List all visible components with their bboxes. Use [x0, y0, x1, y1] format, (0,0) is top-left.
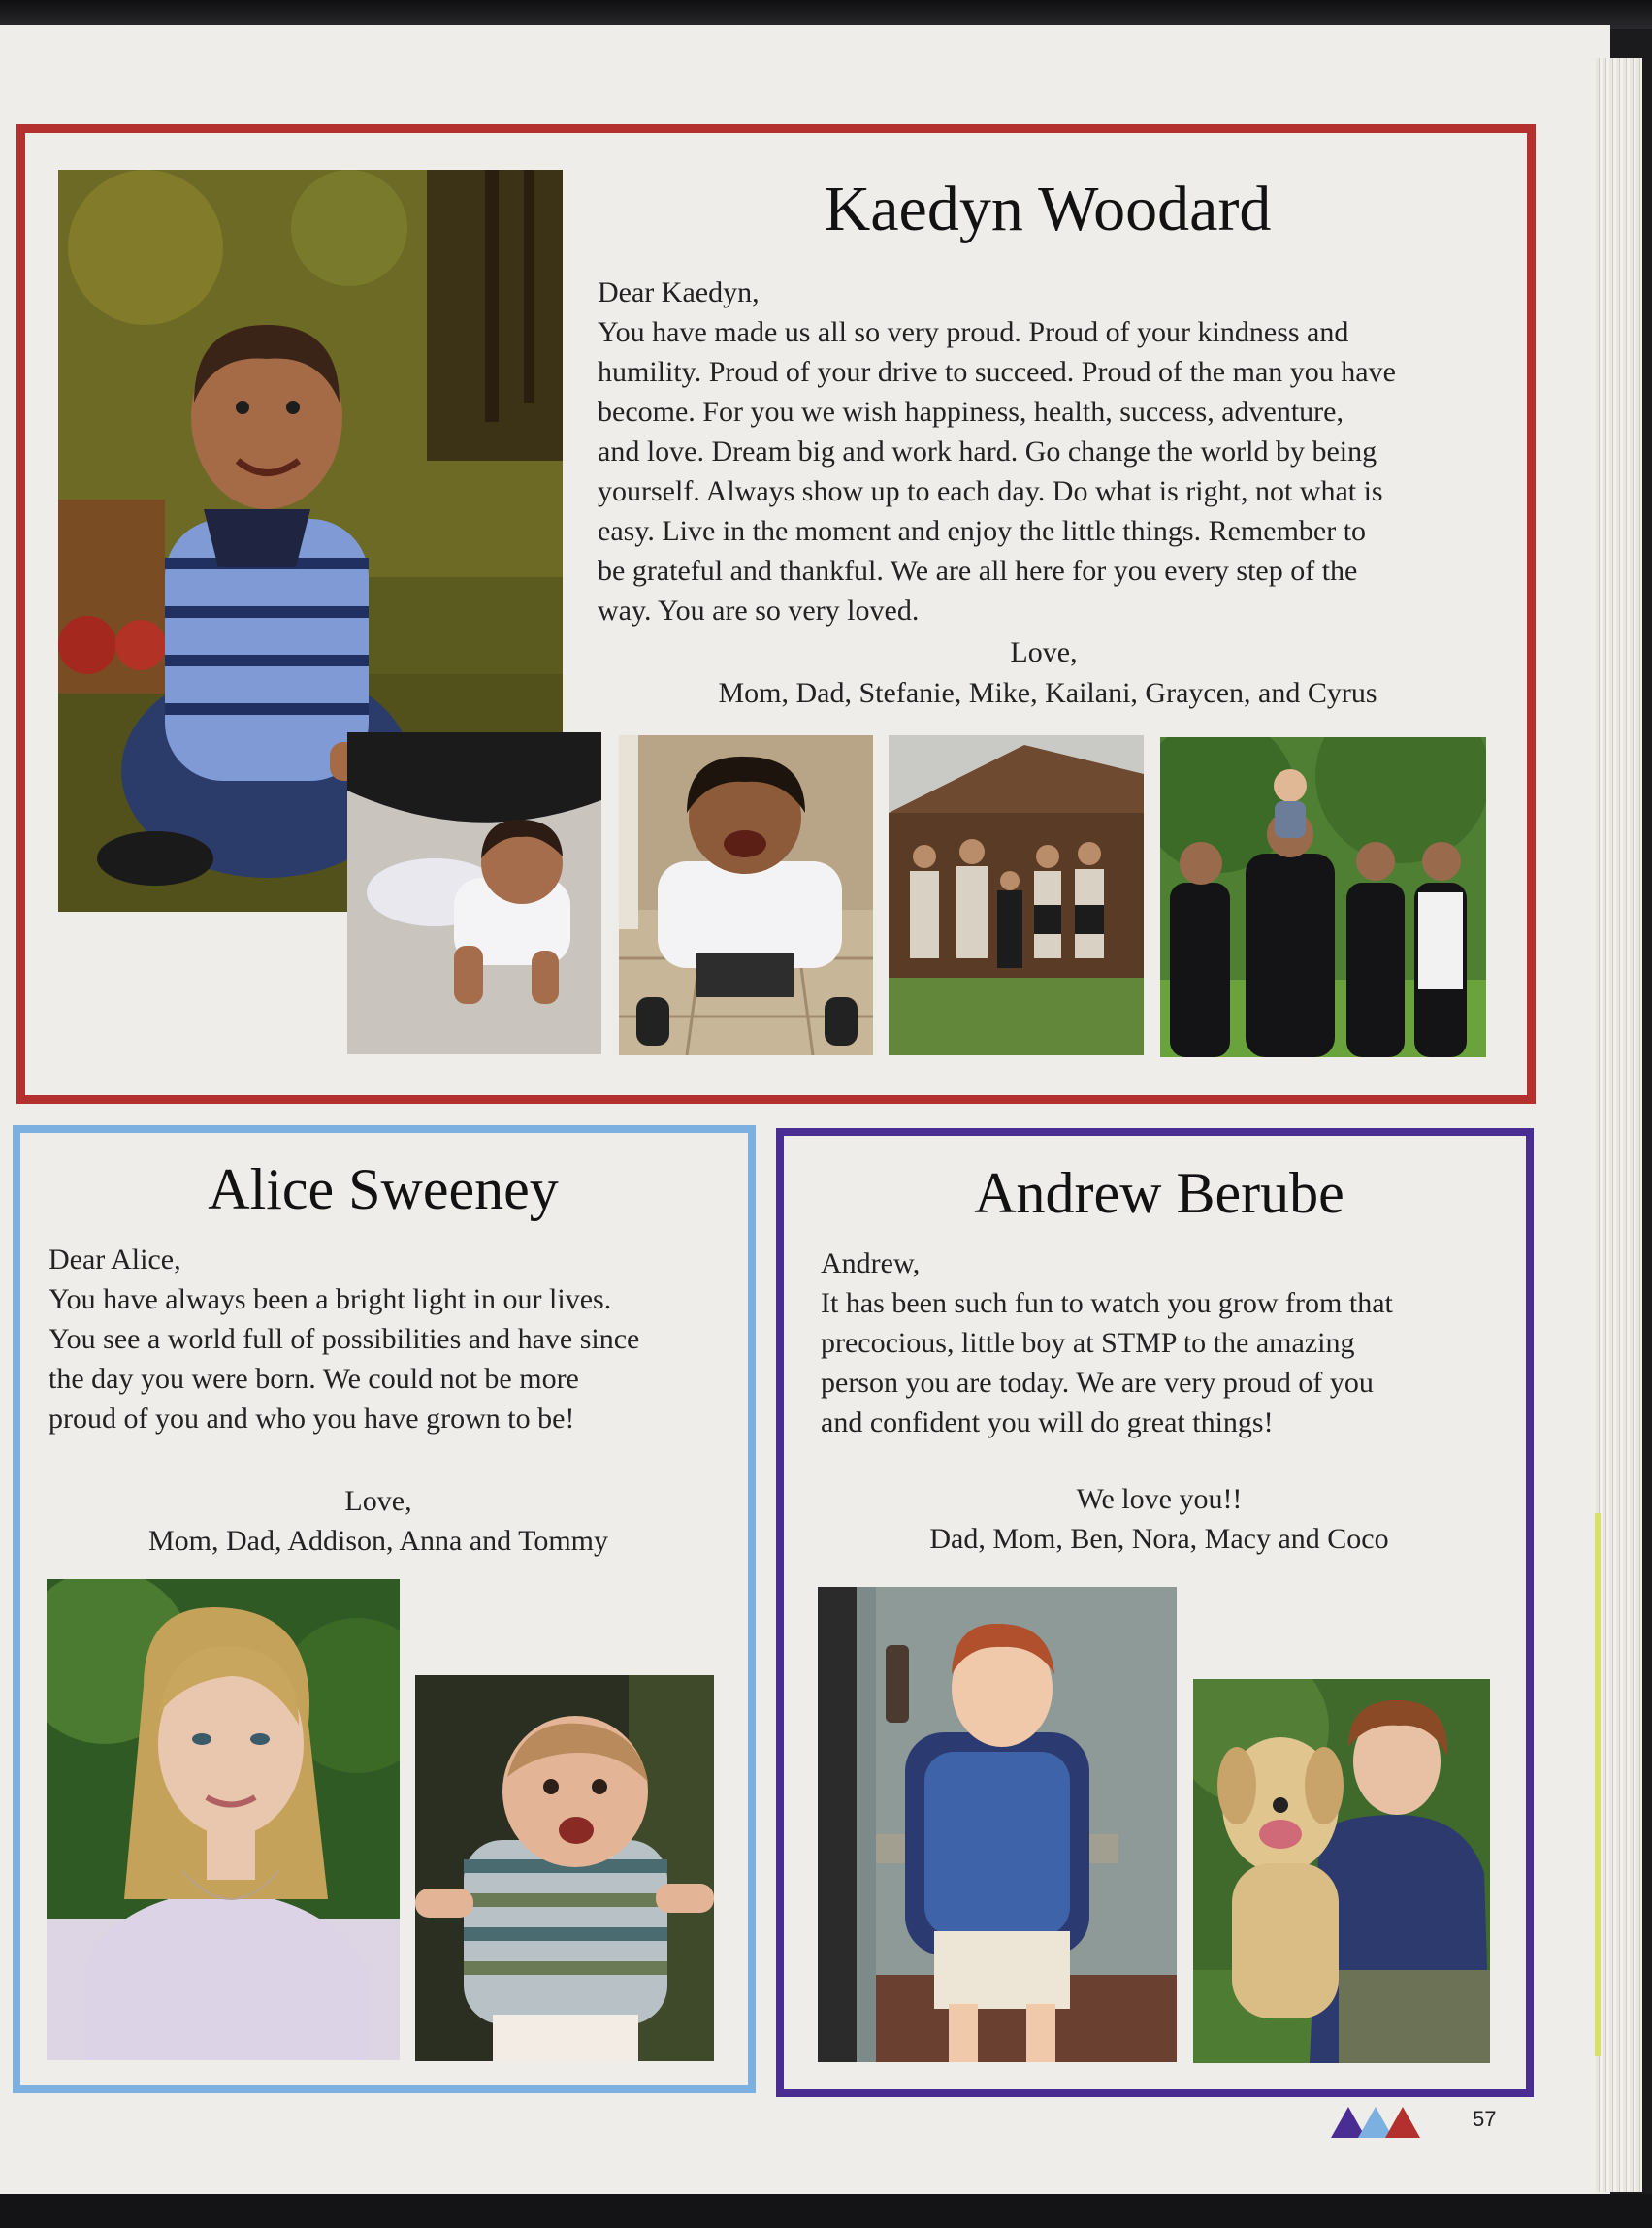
scan-border-bottom	[0, 2194, 1652, 2228]
andrew-signature: Dad, Mom, Ben, Nora, Macy and Coco	[929, 1523, 1389, 1555]
alice-name-heading: Alice Sweeney	[208, 1157, 559, 1221]
kaedyn-closing: Love,	[1010, 636, 1078, 668]
senior-with-dog-photo	[1193, 1679, 1490, 2063]
baby-photo	[415, 1675, 714, 2061]
letter-line: become. For you we wish happiness, health, success, adventure,	[598, 396, 1344, 428]
child-smiling-photo	[619, 735, 873, 1055]
alice-signature: Mom, Dad, Addison, Anna and Tommy	[147, 1525, 608, 1557]
letter-line: You have made us all so very proud. Proud of your kindness and	[598, 316, 1349, 348]
triangle-red-icon	[1385, 2107, 1420, 2138]
kaedyn-signature: Mom, Dad, Stefanie, Mike, Kailani, Graycen, and Cyrus	[718, 677, 1377, 709]
letter-line: You see a world full of possibilities and have since	[49, 1323, 640, 1355]
andrew-closing: We love you!!	[1076, 1483, 1243, 1515]
letter-line: yourself. Always show up to each day. Do what is right, not what is	[598, 475, 1383, 507]
page-number: 57	[1473, 2107, 1497, 2131]
andrew-name-heading: Andrew Berube	[974, 1161, 1344, 1225]
family-barn-photo	[889, 735, 1144, 1055]
letter-greeting: Dear Kaedyn,	[598, 276, 760, 308]
letter-line: be grateful and thankful. We are all here for you every step of the	[598, 555, 1358, 587]
page-stack-edges	[1596, 58, 1642, 2192]
letter-line: way. You are so very loved.	[598, 595, 920, 627]
kaedyn-letter	[598, 273, 1490, 630]
kaedyn-name-heading: Kaedyn Woodard	[824, 174, 1272, 244]
letter-line: proud of you and who you have grown to be!	[49, 1403, 575, 1435]
letter-line: person you are today. We are very proud of you	[821, 1367, 1374, 1399]
baby-crawling-photo	[347, 732, 601, 1054]
letter-line: the day you were born. We could not be more	[49, 1363, 579, 1395]
senior-portrait-photo	[47, 1579, 400, 2060]
alice-closing: Love,	[344, 1485, 412, 1517]
letter-greeting: Dear Alice,	[49, 1243, 181, 1275]
letter-line: You have always been a bright light in our lives.	[49, 1283, 612, 1315]
andrew-letter	[821, 1243, 1509, 1442]
letter-line: humility. Proud of your drive to succeed. Proud of the man you have	[598, 356, 1396, 388]
letter-line: It has been such fun to watch you grow from that	[821, 1287, 1393, 1319]
letter-line: and love. Dream big and work hard. Go change the world by being	[598, 436, 1377, 468]
family-outdoor-photo	[1160, 737, 1486, 1057]
letter-line: easy. Live in the moment and enjoy the little things. Remember to	[598, 515, 1367, 547]
letter-line: precocious, little boy at STMP to the amazing	[821, 1327, 1355, 1359]
alice-letter	[49, 1240, 728, 1438]
first-day-school-photo	[818, 1587, 1177, 2062]
letter-line: and confident you will do great things!	[821, 1406, 1274, 1438]
page-edge-highlight	[1595, 1513, 1601, 2056]
letter-greeting: Andrew,	[821, 1247, 921, 1279]
